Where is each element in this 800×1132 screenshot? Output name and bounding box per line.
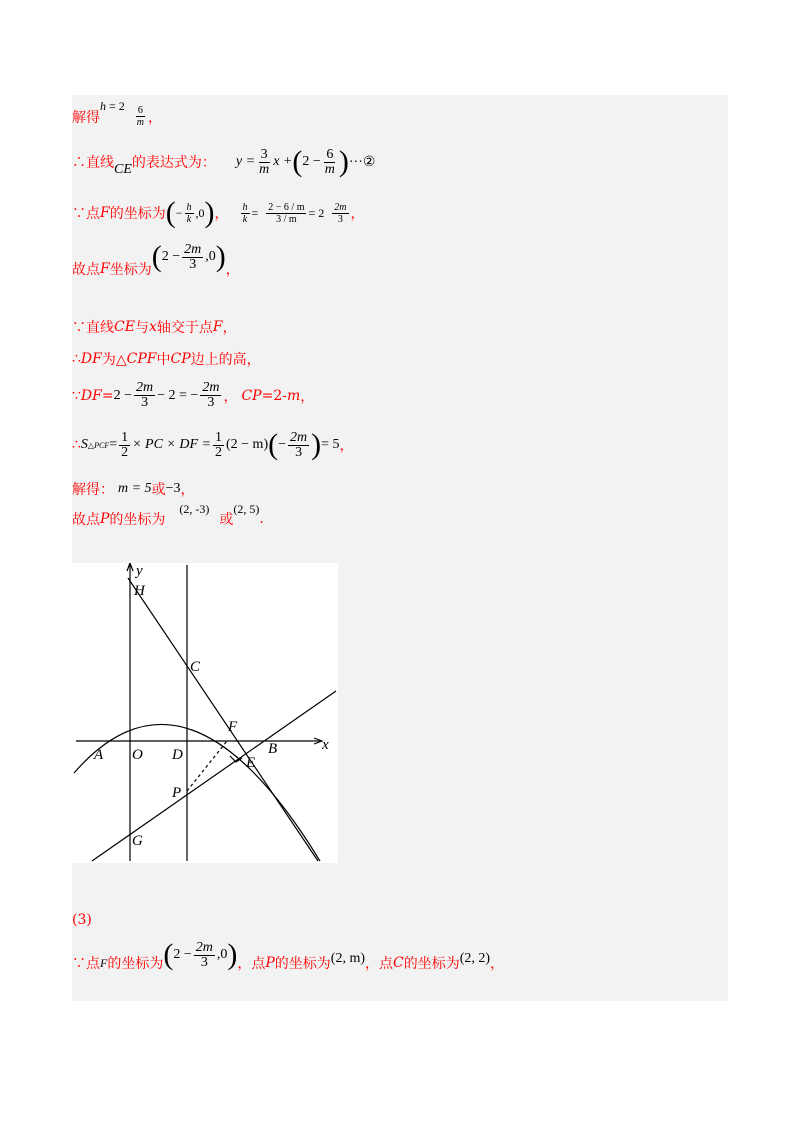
- label-y: y: [136, 563, 143, 579]
- math: m: [286, 387, 301, 404]
- label-h: H: [134, 583, 145, 599]
- text: ，: [490, 956, 505, 972]
- text: ，点: [365, 956, 394, 972]
- math: h: [100, 99, 106, 113]
- math: CE: [114, 162, 132, 177]
- text: 故点: [72, 262, 100, 278]
- paren: (: [151, 240, 162, 273]
- solution-line-10: [72, 501, 264, 529]
- fraction: $\frac{2 - 6 / m}{3 / m}$: [268, 201, 305, 225]
- solution-line-7: [72, 381, 314, 410]
- label-f: F: [228, 719, 238, 735]
- fraction: $\frac{1}{2}$: [121, 429, 129, 460]
- math: CE: [114, 319, 135, 335]
- text: 解得：: [72, 482, 114, 498]
- text: 的坐标为: [274, 956, 331, 972]
- text: 边上的高，: [190, 352, 261, 368]
- text: ，: [223, 388, 238, 405]
- text: .: [259, 511, 264, 527]
- fraction: $\frac{2m}{3}$: [184, 241, 202, 272]
- math: −3: [165, 481, 181, 496]
- math: 2 −: [161, 249, 181, 264]
- math: (2, 2): [459, 951, 491, 966]
- label-o: O: [132, 747, 143, 763]
- math: 2 −: [302, 154, 321, 169]
- math: CPF: [126, 351, 157, 367]
- solution-line-12: [72, 938, 505, 978]
- math: (2, 5): [233, 501, 260, 516]
- math: CP: [170, 351, 191, 367]
- paren: (: [165, 196, 176, 229]
- fraction: $\frac{3}{m}$: [259, 146, 270, 177]
- fraction: $\frac{h}{k}$: [242, 201, 248, 225]
- math: (2, -3): [179, 501, 210, 516]
- math: CP: [241, 387, 262, 404]
- math: =: [251, 205, 259, 220]
- fraction: $\frac{2m}{3}$: [334, 201, 347, 225]
- text: ∴: [72, 437, 81, 453]
- math: − 2 = −: [157, 387, 199, 403]
- text: ，点: [237, 956, 266, 972]
- solution-line-6: [72, 349, 261, 369]
- math: ,0: [216, 947, 228, 962]
- text: ∵点: [72, 206, 100, 222]
- text: ，: [180, 482, 195, 498]
- math: P: [100, 511, 110, 527]
- math: DF: [80, 351, 102, 367]
- fraction: $\frac{6}{m}$: [324, 146, 335, 177]
- figure-svg: [72, 563, 338, 863]
- solution-line-8: [72, 430, 354, 460]
- math: ···②: [348, 154, 376, 170]
- text: ，: [339, 438, 354, 454]
- math: F: [100, 205, 110, 221]
- text: ∵点: [72, 956, 100, 972]
- text: 坐标为: [109, 262, 152, 278]
- math: =: [109, 437, 118, 452]
- text: 或: [151, 482, 166, 498]
- segment-pf-dashed: [187, 741, 227, 791]
- math: = 5: [321, 437, 340, 452]
- paren: ): [227, 938, 238, 971]
- text: =2-: [261, 387, 287, 404]
- math: × PC × DF =: [132, 437, 211, 452]
- label-a: A: [94, 747, 104, 763]
- solution-line-1: [72, 99, 163, 128]
- text: 的坐标为: [109, 206, 166, 222]
- text: 的表达式为：: [131, 155, 216, 171]
- math: x +: [273, 154, 293, 169]
- label-c: C: [190, 659, 201, 675]
- text: ，: [148, 109, 163, 126]
- math: x: [148, 319, 157, 335]
- math: (2 − m): [226, 437, 269, 452]
- text: 解得: [72, 109, 100, 126]
- math: = 2: [109, 99, 125, 113]
- fraction: $\frac{1}{2}$: [215, 429, 222, 460]
- text: 或: [219, 512, 234, 528]
- geometry-figure: [72, 563, 338, 863]
- text: 的坐标为: [109, 512, 166, 528]
- text: 中: [156, 352, 171, 368]
- fraction: $\frac{2m}{3}$: [290, 429, 308, 460]
- math: 2 −: [173, 947, 192, 962]
- paren: (: [163, 938, 174, 971]
- text: ∴直线: [72, 155, 114, 171]
- fraction: $\frac{2m}{3}$: [202, 380, 220, 410]
- text: =: [101, 387, 114, 404]
- math: F: [100, 955, 108, 970]
- text: ∴: [72, 351, 81, 367]
- text: ，: [214, 206, 229, 222]
- math: ,0: [195, 205, 205, 220]
- label-p: P: [172, 785, 182, 801]
- text: ，: [222, 320, 237, 336]
- paren: ): [204, 196, 215, 229]
- math: (2, m): [330, 951, 366, 966]
- label-b: B: [268, 741, 278, 757]
- math: y =: [235, 154, 256, 169]
- solution-line-2: [72, 147, 375, 177]
- math: F: [100, 261, 110, 277]
- text: ，: [350, 206, 365, 222]
- paren: ): [311, 428, 322, 461]
- text: 为△: [101, 352, 127, 368]
- solution-line-9: [72, 479, 194, 499]
- text: 与: [134, 320, 149, 336]
- label-x: x: [322, 737, 329, 753]
- text: ，: [300, 388, 315, 405]
- text: 故点: [72, 512, 100, 528]
- math: P: [265, 955, 275, 971]
- math: 2 −: [113, 387, 133, 403]
- label-d: D: [172, 747, 183, 763]
- text: ∵: [72, 387, 81, 404]
- text: (3): [72, 912, 92, 928]
- fraction: $\frac{6}{m}$: [136, 105, 145, 128]
- solution-line-4: [72, 240, 240, 284]
- paren: ): [215, 240, 226, 273]
- math: −: [278, 437, 287, 452]
- paren: ): [338, 145, 349, 178]
- label-e: E: [246, 755, 256, 771]
- fraction: $\frac{h}{k}$: [186, 201, 192, 225]
- math: DF: [80, 387, 102, 404]
- text: 轴交于点: [156, 320, 213, 336]
- label-g: G: [132, 833, 143, 849]
- parabola: [74, 724, 320, 861]
- math: ,0: [205, 249, 216, 264]
- math: S: [80, 437, 88, 452]
- text: 的坐标为: [107, 956, 164, 972]
- paren: (: [268, 428, 279, 461]
- math: F: [212, 319, 223, 335]
- text: 的坐标为: [403, 956, 460, 972]
- math: m = 5: [118, 481, 152, 496]
- math: C: [393, 955, 404, 971]
- math: = 2: [308, 205, 325, 220]
- fraction: $\frac{2m}{3}$: [195, 939, 213, 970]
- line-pg: [92, 691, 336, 861]
- fraction: $\frac{2m}{3}$: [136, 380, 154, 410]
- paren: (: [292, 145, 303, 178]
- part-3-heading: [72, 912, 92, 928]
- solution-line-5: [72, 317, 237, 337]
- solution-panel: [72, 95, 728, 1001]
- text: ，: [225, 262, 240, 278]
- math: △PCF: [87, 440, 110, 450]
- line-ce: [128, 578, 318, 861]
- text: ∵直线: [72, 320, 114, 336]
- solution-line-3: ∵点 F 的坐标为 ( − $\frac{h}{k}$ ,0 ) ， $\frac{h}{k}$ = $\frac{2 - 6 / m}{3 / m}$ = 2 $\frac{2m}{3}$ ，: [72, 196, 365, 229]
